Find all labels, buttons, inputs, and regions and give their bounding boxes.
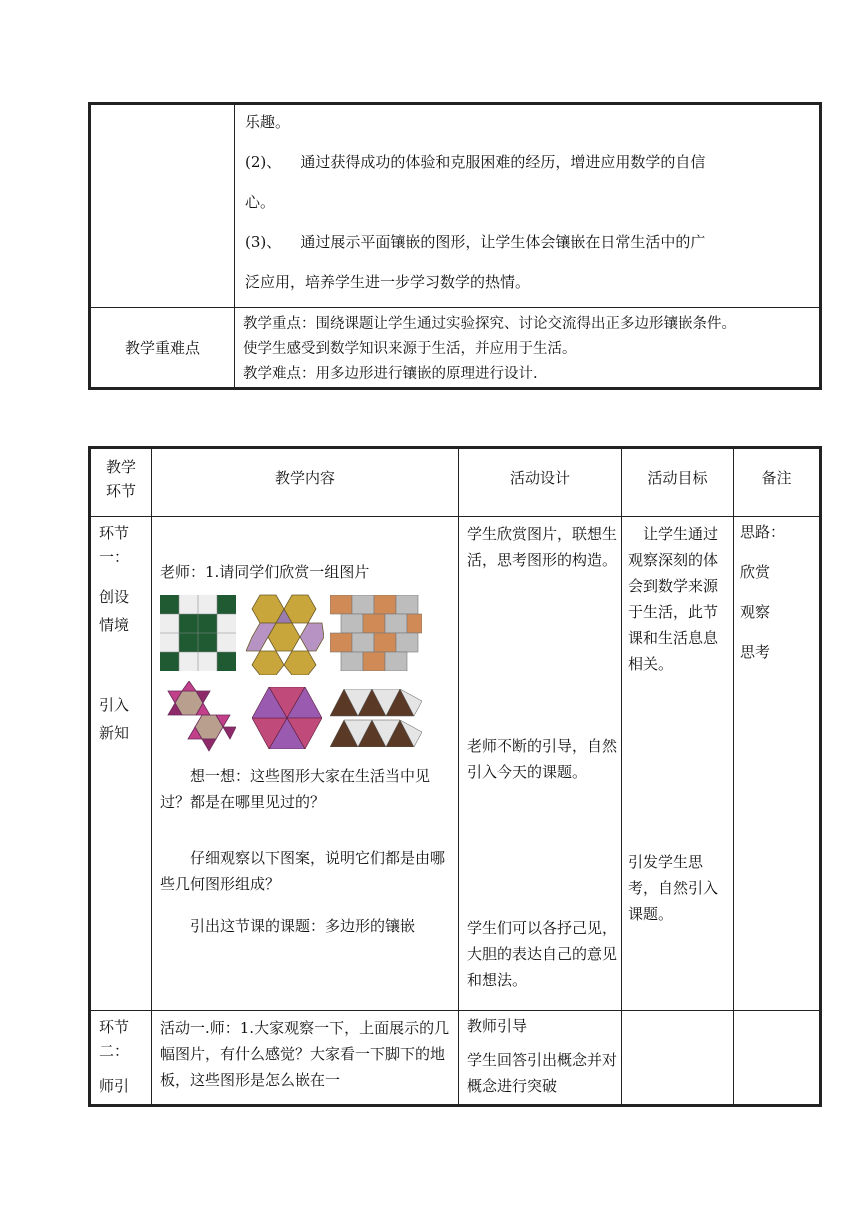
stage-cell-2 — [91, 1011, 152, 1105]
activity-one-text: 活动一.师：1.大家观察一下，上面展示的几幅图片，有什么感觉？大家看一下脚下的地板，这些图形是怎么嵌在一 — [160, 1019, 450, 1089]
stage-label: 引入 新知 — [99, 696, 130, 742]
note-cell-2 — [734, 1011, 820, 1105]
difficult-point-text: 教学难点：用多边形进行镶嵌的原理进行设计. — [243, 366, 538, 382]
activity-text: 学生们可以各抒己见，大胆的表达自己的意见和想法。 — [467, 919, 618, 989]
stage-label: 环节 一： — [99, 524, 130, 566]
header-note: 备注 — [734, 449, 820, 517]
header-activity: 活动设计 — [459, 449, 622, 517]
square-tiling-icon — [160, 595, 236, 671]
stage-label: 创设 情境 — [99, 588, 130, 634]
header-content: 教学内容 — [152, 449, 459, 517]
goal-cell-1 — [622, 517, 734, 1011]
note-cell-1 — [734, 517, 820, 1011]
activity-text: 教师引导 — [467, 1017, 528, 1035]
intro-text: 老师：1.请同学们欣赏一组图片 — [160, 563, 370, 581]
lesson-table — [90, 448, 820, 1105]
hexagon-tiling-icon — [246, 593, 324, 675]
empty-label-cell — [91, 105, 235, 308]
key-point-text: 使学生感受到数学知识来源于生活，并应用于生活。 — [243, 341, 577, 357]
activity-cell-1 — [459, 517, 622, 1011]
content-cell-2 — [152, 1011, 459, 1105]
goal-cell-2 — [622, 1011, 734, 1105]
brick-tiling-icon — [330, 595, 422, 671]
goal-text: 让学生通过观察深刻的体会到数学来源于生活，此节课和生活息息相关。 — [628, 525, 719, 673]
objective-text: (3)、 通过展示平面镶嵌的图形，让学生体会镶嵌在日常生活中的广 — [245, 233, 706, 251]
activity-text: 学生回答引出概念并对概念进行突破 — [467, 1051, 618, 1095]
key-points-content — [235, 308, 820, 388]
content-cell-1 — [152, 517, 459, 1011]
objectives-table — [90, 104, 820, 388]
goal-text: 引发学生思考，自然引入课题。 — [628, 853, 719, 923]
note-text: 思路： — [740, 523, 786, 541]
stage-label: 环节 二： — [99, 1018, 130, 1060]
key-point-text: 教学重点：围绕课题让学生通过实验探究、讨论交流得出正多边形镶嵌条件。 — [243, 316, 736, 332]
objective-text: (2)、 通过获得成功的体验和克服困难的经历，增进应用数学的自信 — [245, 153, 706, 171]
objectives-content-cell — [235, 105, 820, 308]
objective-text: 心。 — [245, 193, 276, 211]
header-goal: 活动目标 — [622, 449, 734, 517]
activity-cell-2 — [459, 1011, 622, 1105]
key-points-label: 教学重难点 — [91, 308, 235, 388]
triangle-row-tiling-icon — [330, 689, 422, 747]
header-stage: 教学 环节 — [91, 449, 152, 517]
activity-text: 老师不断的引导，自然引入今天的课题。 — [467, 737, 618, 781]
triangle-hexagon-icon — [252, 687, 322, 749]
note-text: 思考 — [740, 643, 771, 661]
objective-text: 乐趣。 — [245, 113, 291, 131]
note-text: 观察 — [740, 603, 771, 621]
objective-text: 泛应用，培养学生进一步学习数学的热情。 — [245, 273, 531, 291]
topic-text: 引出这节课的课题：多边形的镶嵌 — [190, 917, 416, 935]
activity-text: 学生欣赏图片，联想生活，思考图形的构造。 — [467, 525, 618, 569]
observe-text: 仔细观察以下图案，说明它们都是由哪些几何图形组成？ — [160, 849, 446, 893]
stage-label: 师引 — [99, 1077, 130, 1095]
think-text: 想一想：这些图形大家在生活当中见过？都是在哪里见过的？ — [160, 767, 431, 811]
note-text: 欣赏 — [740, 563, 771, 581]
star-hexagon-tiling-icon — [156, 681, 236, 755]
stage-cell-1 — [91, 517, 152, 1011]
